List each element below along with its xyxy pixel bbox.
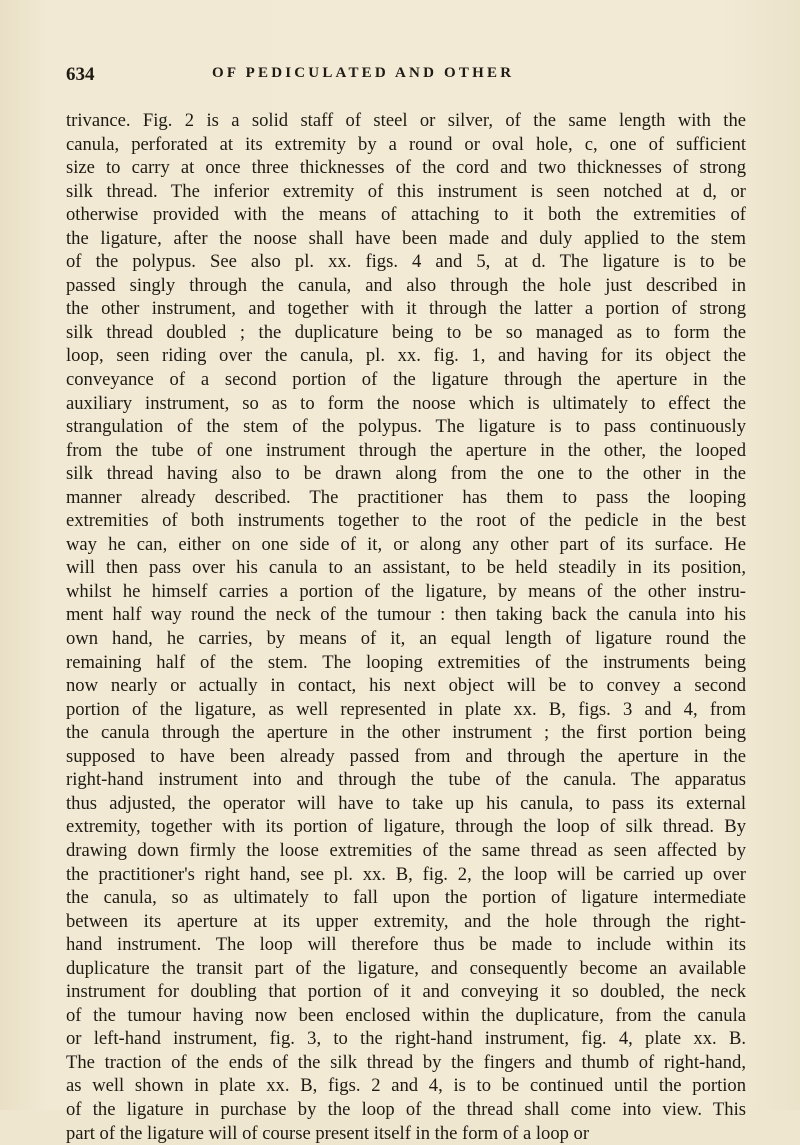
text-line: trivance. Fig. 2 is a solid staff of steel or silver, of the same length with the (66, 110, 746, 131)
page-header (66, 64, 746, 88)
text-line: the canula, so as ultimately to fall upon the portion of ligature intermediate (66, 887, 746, 909)
text-line: way he can, either on one side of it, or along any other part of its surface. He (66, 533, 746, 555)
text-line: auxiliary instrument, so as to form the noose which is ultimately to effect the (66, 392, 746, 414)
text-line: loop, seen riding over the canula, pl. xx. fig. 1, and having for its object the (66, 345, 746, 367)
text-line: silk thread doubled ; the duplicature being to be so managed as to form the (66, 321, 746, 343)
text-line: extremity, together with its portion of ligature, through the loop of silk thread. By (66, 816, 746, 838)
text-line: the canula through the aperture in the other instrument ; the first portion being (66, 722, 746, 744)
text-line: right-hand instrument into and through the tube of the canula. The apparatus (66, 769, 746, 791)
text-line: instrument for doubling that portion of it and conveying it so doubled, the neck (66, 981, 746, 1003)
text-line: canula, perforated at its extremity by a round or oval hole, c, one of sufficient (66, 133, 746, 155)
text-line: hand instrument. The loop will therefore thus be made to include within its (66, 934, 746, 956)
text-line: the other instrument, and together with it through the latter a portion of strong (66, 298, 746, 320)
text-line: between its aperture at its upper extremity, and the hole through the right- (66, 910, 746, 932)
text-line: part of the ligature will of course present itself in the form of a loop or (66, 1122, 590, 1144)
text-line: will then pass over his canula to an assistant, to be held steadily in its position, (66, 557, 746, 579)
page-number: 634 (66, 64, 95, 85)
text-line: conveyance of a second portion of the ligature through the aperture in the (66, 369, 746, 391)
text-line: own hand, he carries, by means of it, an equal length of ligature round the (66, 628, 746, 650)
text-line: silk thread. The inferior extremity of this instrument is seen notched at d, or (66, 180, 746, 202)
text-line: extremities of both instruments together to the root of the pedicle in the best (66, 510, 746, 532)
text-line: the ligature, after the noose shall have been made and duly applied to the stem (66, 227, 746, 249)
text-line: as well shown in plate xx. B, figs. 2 and 4, is to be continued until the portion (66, 1075, 746, 1097)
text-line: strangulation of the stem of the polypus. The ligature is to pass continuously (66, 416, 746, 438)
text-line: now nearly or actually in contact, his next object will be to convey a second (66, 675, 746, 697)
text-line: the practitioner's right hand, see pl. xx. B, fig. 2, the loop will be carried up over (66, 863, 746, 885)
text-line: ment half way round the neck of the tumour : then taking back the canula into his (66, 604, 746, 626)
text-line: thus adjusted, the operator will have to take up his canula, to pass its external (66, 792, 746, 814)
body-text (66, 109, 746, 1145)
text-line: manner already described. The practitioner has them to pass the looping (66, 486, 746, 508)
text-line: or left-hand instrument, fig. 3, to the right-hand instrument, fig. 4, plate xx. B. (66, 1028, 746, 1050)
text-line: passed singly through the canula, and also through the hole just described in (66, 274, 746, 296)
text-line: from the tube of one instrument through the aperture in the other, the looped (66, 439, 746, 461)
text-line: supposed to have been already passed from and through the aperture in the (66, 745, 746, 767)
text-line: silk thread having also to be drawn along from the one to the other in the (66, 463, 746, 485)
text-line: duplicature the transit part of the ligature, and consequently become an available (66, 957, 746, 979)
text-line: whilst he himself carries a portion of the ligature, by means of the other instru- (66, 580, 746, 602)
text-line: otherwise provided with the means of attaching to it both the extremities of (66, 204, 746, 226)
text-line: portion of the ligature, as well represented in plate xx. B, figs. 3 and 4, from (66, 698, 746, 720)
text-line: of the polypus. See also pl. xx. figs. 4 and 5, at d. The ligature is to be (66, 251, 746, 273)
text-line: The traction of the ends of the silk thread by the fingers and thumb of right-hand, (66, 1051, 746, 1073)
text-line: of the ligature in purchase by the loop of the thread shall come into view. This (66, 1098, 746, 1120)
text-line: drawing down firmly the loose extremities of the same thread as seen affected by (66, 839, 746, 861)
text-line: of the tumour having now been enclosed within the duplicature, from the canula (66, 1004, 746, 1026)
text-line: size to carry at once three thicknesses of the cord and two thicknesses of strong (66, 157, 746, 179)
text-line: remaining half of the stem. The looping extremities of the instruments being (66, 651, 746, 673)
running-head: OF PEDICULATED AND OTHER (212, 65, 515, 81)
